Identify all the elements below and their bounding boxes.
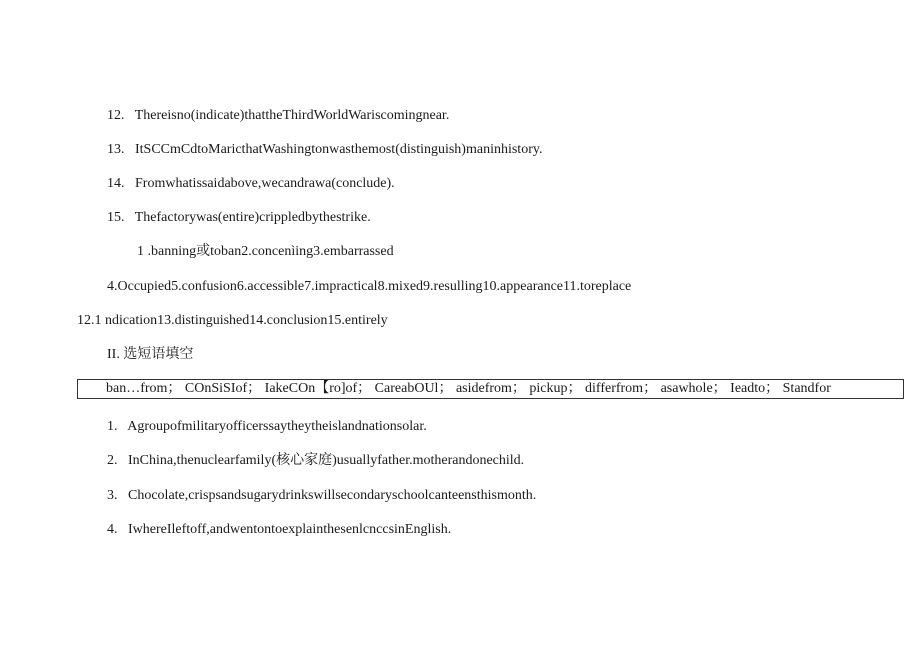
question-text: Thefactorywas(entire)crippledbythestrike. bbox=[134, 210, 371, 225]
answer-line-2: 4.Occupied5.confusion6.accessible7.impractical8.mixed9.resulling10.appearance11.toreplace bbox=[107, 279, 632, 294]
exercise-number: 2. bbox=[107, 453, 125, 468]
exercise-text: Chocolate,crispsandsugarydrinkswillsecondaryschoolcanteensthismonth. bbox=[128, 488, 537, 503]
question-12 bbox=[107, 107, 449, 125]
exercise-text: IwhereIleftoff,andwentontoexplainthesenlcnccsinEnglish. bbox=[128, 522, 452, 537]
question-number: 12. bbox=[107, 108, 132, 123]
question-13 bbox=[107, 141, 542, 159]
exercise-number: 4. bbox=[107, 522, 125, 537]
exercise-4 bbox=[107, 521, 451, 539]
section-heading: II. 选短语填空 bbox=[107, 347, 194, 362]
answer-line-1: 1 .banning或toban2.concenìing3.embarrassed bbox=[137, 244, 394, 259]
exercise-text: InChina,thenuclearfamily(核心家庭)usuallyfather.motherandonechild. bbox=[128, 453, 525, 468]
question-14 bbox=[107, 175, 395, 193]
question-number: 14. bbox=[107, 176, 132, 191]
question-15 bbox=[107, 209, 371, 227]
question-number: 13. bbox=[107, 142, 132, 157]
answer-line-3: 12.1 ndication13.distinguished14.conclusion15.entirely bbox=[77, 313, 388, 328]
question-number: 15. bbox=[107, 210, 132, 225]
exercise-1 bbox=[107, 418, 427, 436]
exercise-number: 1. bbox=[107, 419, 125, 434]
exercise-text: Agroupofmilitaryofficerssaytheytheislandnationsolar. bbox=[127, 419, 427, 434]
question-text: Thereisno(indicate)thattheThirdWorldWariscomingnear. bbox=[134, 108, 450, 123]
exercise-number: 3. bbox=[107, 488, 125, 503]
question-text: Fromwhatissaidabove,wecandrawa(conclude). bbox=[135, 176, 395, 191]
phrase-word-box: ban…from； COnSiSIof； IakeCOn【ro]of； CareabOUl； asidefrom； pickup； differfrom； asawhole； Ieadto； Standfor bbox=[77, 379, 904, 399]
question-text: ItSCCmCdtoMaricthatWashingtonwasthemost(distinguish)maninhistory. bbox=[135, 142, 543, 157]
exercise-3 bbox=[107, 487, 536, 505]
exercise-2 bbox=[107, 452, 524, 470]
